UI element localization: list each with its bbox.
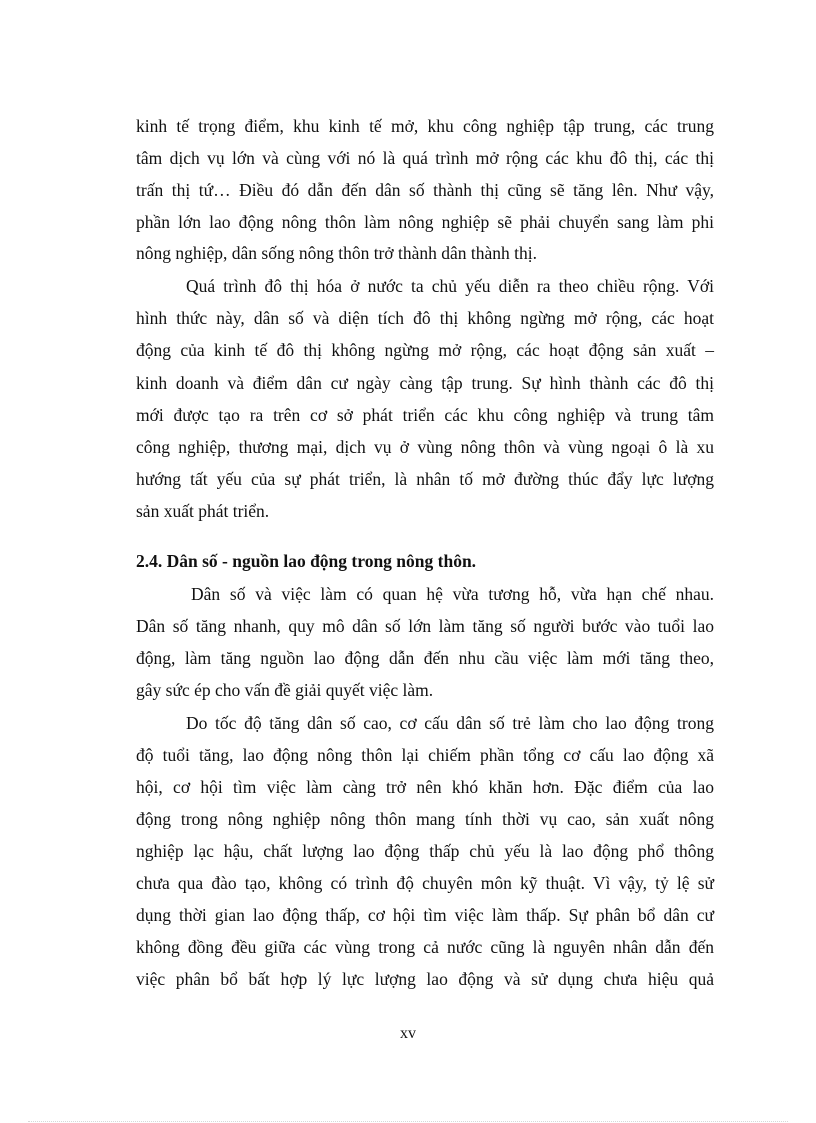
text-line: hướng tất yếu của sự phát triển, là nhân tố mở đường thúc đẩy lực lượng — [136, 469, 714, 489]
text-line: nông nghiệp, dân sống nông thôn trở thành dân thành thị. — [136, 243, 538, 263]
text-line: tâm dịch vụ lớn và cùng với nó là quá trình mở rộng các khu đô thị, các thị — [136, 148, 714, 168]
text-line: mới được tạo ra trên cơ sở phát triển các khu công nghiệp và trung tâm — [136, 405, 714, 425]
text-line: việc phân bổ bất hợp lý lực lượng lao động và sử dụng chưa hiệu quả — [136, 969, 714, 989]
text-line: gây sức ép cho vấn đề giải quyết việc làm. — [136, 680, 434, 700]
text-line: hội, cơ hội tìm việc làm càng trở nên khó khăn hơn. Đặc điểm của lao — [136, 777, 714, 797]
text-line: động trong nông nghiệp nông thôn mang tính thời vụ cao, sản xuất nông — [136, 809, 714, 829]
text-line: động, làm tăng nguồn lao động dẫn đến nhu cầu việc làm mới tăng theo, — [136, 648, 714, 668]
text-line: dụng thời gian lao động thấp, cơ hội tìm việc làm thấp. Sự phân bổ dân cư — [136, 905, 714, 925]
text-line: Dân số tăng nhanh, quy mô dân số lớn làm tăng số người bước vào tuổi lao — [136, 616, 714, 636]
page-number: xv — [400, 1025, 416, 1042]
text-line: nghiệp lạc hậu, chất lượng lao động thấp chủ yếu là lao động phổ thông — [136, 841, 714, 861]
text-line: độ tuổi tăng, lao động nông thôn lại chiếm phần tổng cơ cấu lao động xã — [136, 745, 714, 765]
footer-divider — [28, 1121, 788, 1122]
text-line: không đồng đều giữa các vùng trong cả nước cũng là nguyên nhân dẫn đến — [136, 937, 714, 957]
text-line: Dân số và việc làm có quan hệ vừa tương hỗ, vừa hạn chế nhau. — [191, 584, 714, 604]
text-line: sản xuất phát triển. — [136, 501, 270, 521]
text-line: kinh doanh và điểm dân cư ngày càng tập trung. Sự hình thành các đô thị — [136, 373, 714, 393]
text-line: phần lớn lao động nông thôn làm nông nghiệp sẽ phải chuyển sang làm phi — [136, 212, 714, 232]
text-line: động của kinh tế đô thị không ngừng mở rộng, các hoạt động sản xuất – — [136, 340, 714, 360]
text-line: Do tốc độ tăng dân số cao, cơ cấu dân số trẻ làm cho lao động trong — [186, 713, 714, 733]
text-line: hình thức này, dân số và diện tích đô thị không ngừng mở rộng, các hoạt — [136, 308, 714, 328]
section-heading: 2.4. Dân số - nguồn lao động trong nông thôn. — [136, 551, 477, 571]
text-line: kinh tế trọng điểm, khu kinh tế mở, khu công nghiệp tập trung, các trung — [136, 116, 714, 136]
text-line: Quá trình đô thị hóa ở nước ta chủ yếu diễn ra theo chiều rộng. Với — [186, 276, 714, 296]
text-line: chưa qua đào tạo, không có trình độ chuyên môn kỹ thuật. Vì vậy, tỷ lệ sử — [136, 873, 714, 893]
text-line: trấn thị tứ… Điều đó dẫn đến dân số thành thị cũng sẽ tăng lên. Như vậy, — [136, 180, 714, 200]
text-line: công nghiệp, thương mại, dịch vụ ở vùng nông thôn và vùng ngoại ô là xu — [136, 437, 714, 457]
